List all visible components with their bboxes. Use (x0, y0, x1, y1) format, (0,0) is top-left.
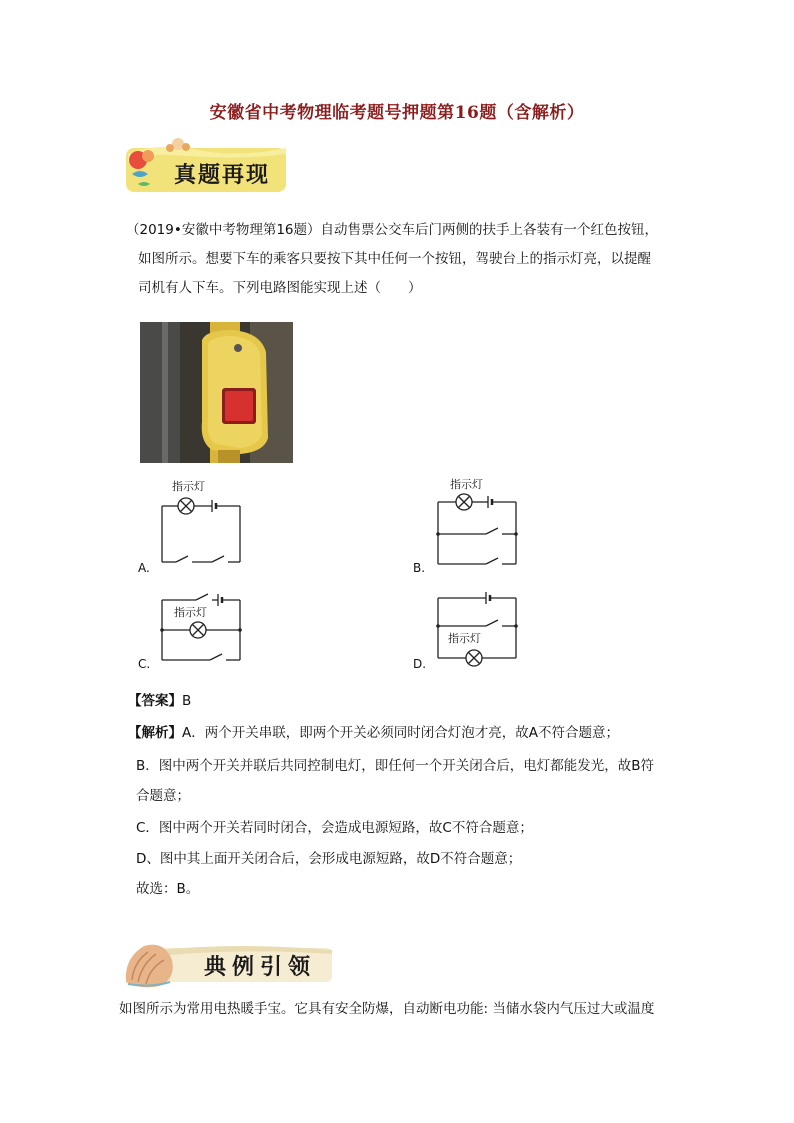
analysis-a-text: A．两个开关串联，即两个开关必须同时闭合灯泡才亮，故A不符合题意； (182, 725, 619, 741)
option-b-label: B. (413, 561, 426, 575)
banner-text-2: 典例引领 (204, 954, 317, 980)
circuit-a (160, 474, 250, 574)
banner-text: 真题再现 (174, 162, 271, 188)
next-question-text: 如图所示为常用电热暖手宝。它具有安全防爆，自动断电功能: 当储水袋内气压过大或温度 (119, 1001, 655, 1017)
lamp-label-a: 指示灯 (172, 480, 205, 493)
question-line-3: 司机有人下车。下列电路图能实现上述（ ） (138, 280, 422, 296)
circuit-c (160, 590, 250, 670)
lamp-label-b: 指示灯 (450, 478, 483, 491)
section-banner-zhenti (118, 134, 290, 196)
analysis-line-b1: B．图中两个开关并联后共同控制电灯，即任何一个开关闭合后，电灯都能发光，故B符 (136, 758, 655, 774)
analysis-line-a (128, 721, 688, 741)
section-banner-dianli (120, 938, 335, 990)
analysis-label: 【解析】 (128, 725, 182, 741)
answer-line (128, 689, 688, 709)
answer-value: B (182, 693, 192, 709)
question-line-1: （2019•安徽中考物理第16题）自动售票公交车后门两侧的扶手上各装有一个红色按钮， (126, 222, 658, 238)
analysis-line-b2: 合题意； (136, 788, 190, 804)
lamp-label-d: 指示灯 (448, 632, 481, 645)
analysis-conclusion: 故选：B。 (136, 881, 200, 897)
option-c-label: C. (138, 657, 151, 671)
circuit-b (436, 474, 526, 574)
option-d-label: D. (413, 657, 427, 671)
analysis-line-c: C．图中两个开关若同时闭合，会造成电源短路，故C不符合题意； (136, 820, 533, 836)
bus-button-photo (140, 322, 293, 463)
answer-label: 【答案】 (128, 693, 182, 709)
circuit-d (436, 588, 526, 668)
question-text (126, 216, 686, 303)
question-line-2: 如图所示。想要下车的乘客只要按下其中任何一个按钮，驾驶台上的指示灯亮，以提醒 (138, 251, 651, 267)
lamp-label-c: 指示灯 (174, 606, 207, 619)
page-title: 安徽省中考物理临考题号押题第16题（含解析） (209, 103, 585, 123)
analysis-line-d: D、图中其上面开关闭合后，会形成电源短路，故D不符合题意； (136, 851, 522, 867)
option-a-label: A. (138, 561, 150, 575)
